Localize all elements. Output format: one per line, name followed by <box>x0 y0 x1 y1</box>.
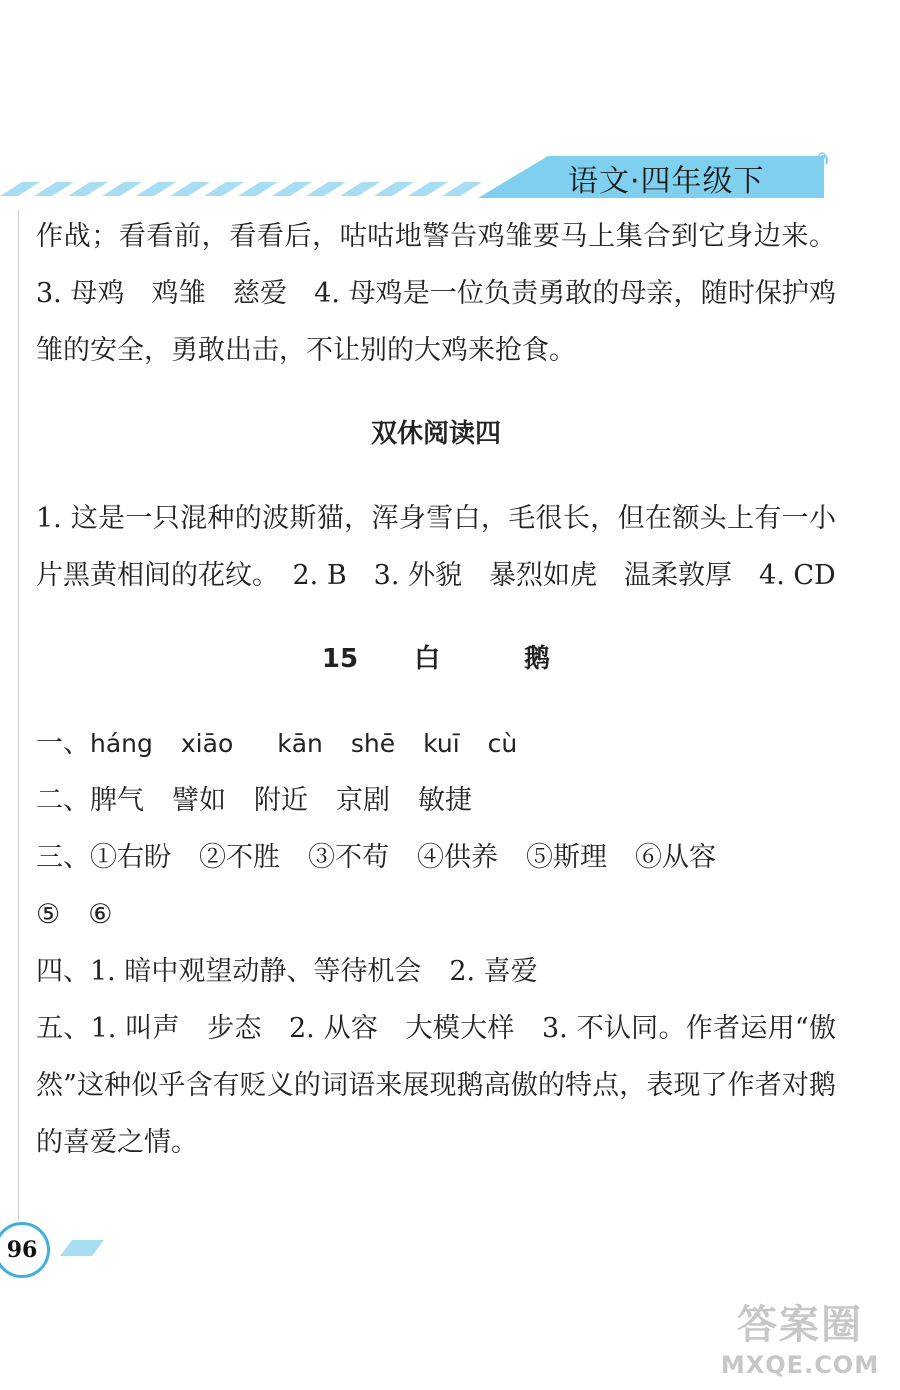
question-1 <box>36 715 836 772</box>
word-item: ⑤ <box>36 899 61 930</box>
question-2 <box>36 772 836 829</box>
word-item: 附近 <box>254 785 308 816</box>
lesson-title-char1: 白 <box>414 644 441 674</box>
continuation-paragraph: 作战；看看前，看看后，咕咕地警告鸡雏要马上集合到它身边来。 3. 母鸡 鸡雏 慈爱 4. 母鸡是一位负责勇敢的母亲，随时保护鸡雏的安全，勇敢出击，不让别的大鸡来抢食。 <box>36 221 836 366</box>
word-item: ⑥ <box>88 899 113 930</box>
page-number: 96 <box>0 1222 50 1278</box>
word-item: ③不苟 <box>308 842 389 873</box>
watermark-logo <box>700 1300 900 1390</box>
word-item: ⑥从容 <box>635 842 716 873</box>
margin-line <box>18 210 19 1220</box>
word-item: 京剧 <box>336 785 390 816</box>
question-3-label: 三、 <box>36 842 90 873</box>
answer-item: 1. 暗中观望动静、等待机会 <box>90 956 422 987</box>
question-1-label: 一、 <box>36 728 90 759</box>
question-5 <box>36 1000 836 1171</box>
pinyin-item: cù <box>487 729 518 758</box>
pinyin-item: háng <box>90 729 153 758</box>
word-item: 敏捷 <box>418 785 472 816</box>
page-number-stripe <box>60 1238 104 1256</box>
watermark-line1: 答案圈 <box>737 1302 863 1348</box>
word-item: 脾气 <box>90 785 144 816</box>
question-3 <box>36 829 836 886</box>
word-item: ①右盼 <box>90 842 171 873</box>
word-item: ④供养 <box>417 842 498 873</box>
answer-item: 2. 喜爱 <box>449 956 538 987</box>
section-title-reading4: 双休阅读四 <box>370 419 501 449</box>
header-band <box>0 150 900 210</box>
question-4 <box>36 943 836 1000</box>
word-item: 譬如 <box>172 785 226 816</box>
question-4-label: 四、 <box>36 956 90 987</box>
subject-grade-label: 语文·四年级下 <box>568 164 765 199</box>
word-item: ⑤斯理 <box>526 842 607 873</box>
reading4-answers: 1. 这是一只混种的波斯猫，浑身雪白，毛很长，但在额头上有一小片黑黄相间的花纹。 2. B 3. 外貌 暴烈如虎 温柔敦厚 4. CD <box>36 503 836 591</box>
pinyin-item: xiāo <box>180 729 234 758</box>
header-stripe-dashes <box>0 182 482 196</box>
watermark-line2: MXQE.COM <box>720 1351 880 1379</box>
answer-content <box>36 208 836 1171</box>
question-2-label: 二、 <box>36 785 90 816</box>
question-5-label: 五、 <box>36 1013 91 1044</box>
pinyin-item: shē <box>350 729 396 758</box>
pinyin-item: kuī <box>423 729 460 758</box>
lesson-number: 15 <box>321 644 359 674</box>
question-5-text: 1. 叫声 步态 2. 从容 大模大样 3. 不认同。作者运用“傲然”这种似乎含有贬义的词语来展现鹅高傲的特点，表现了作者对鹅的喜爱之情。 <box>36 1013 836 1158</box>
question-3-line2 <box>36 886 836 943</box>
lesson-title <box>36 631 836 688</box>
word-item: ②不胜 <box>199 842 280 873</box>
pinyin-item: kān <box>277 729 323 758</box>
lesson-title-char2: 鹅 <box>524 644 551 674</box>
